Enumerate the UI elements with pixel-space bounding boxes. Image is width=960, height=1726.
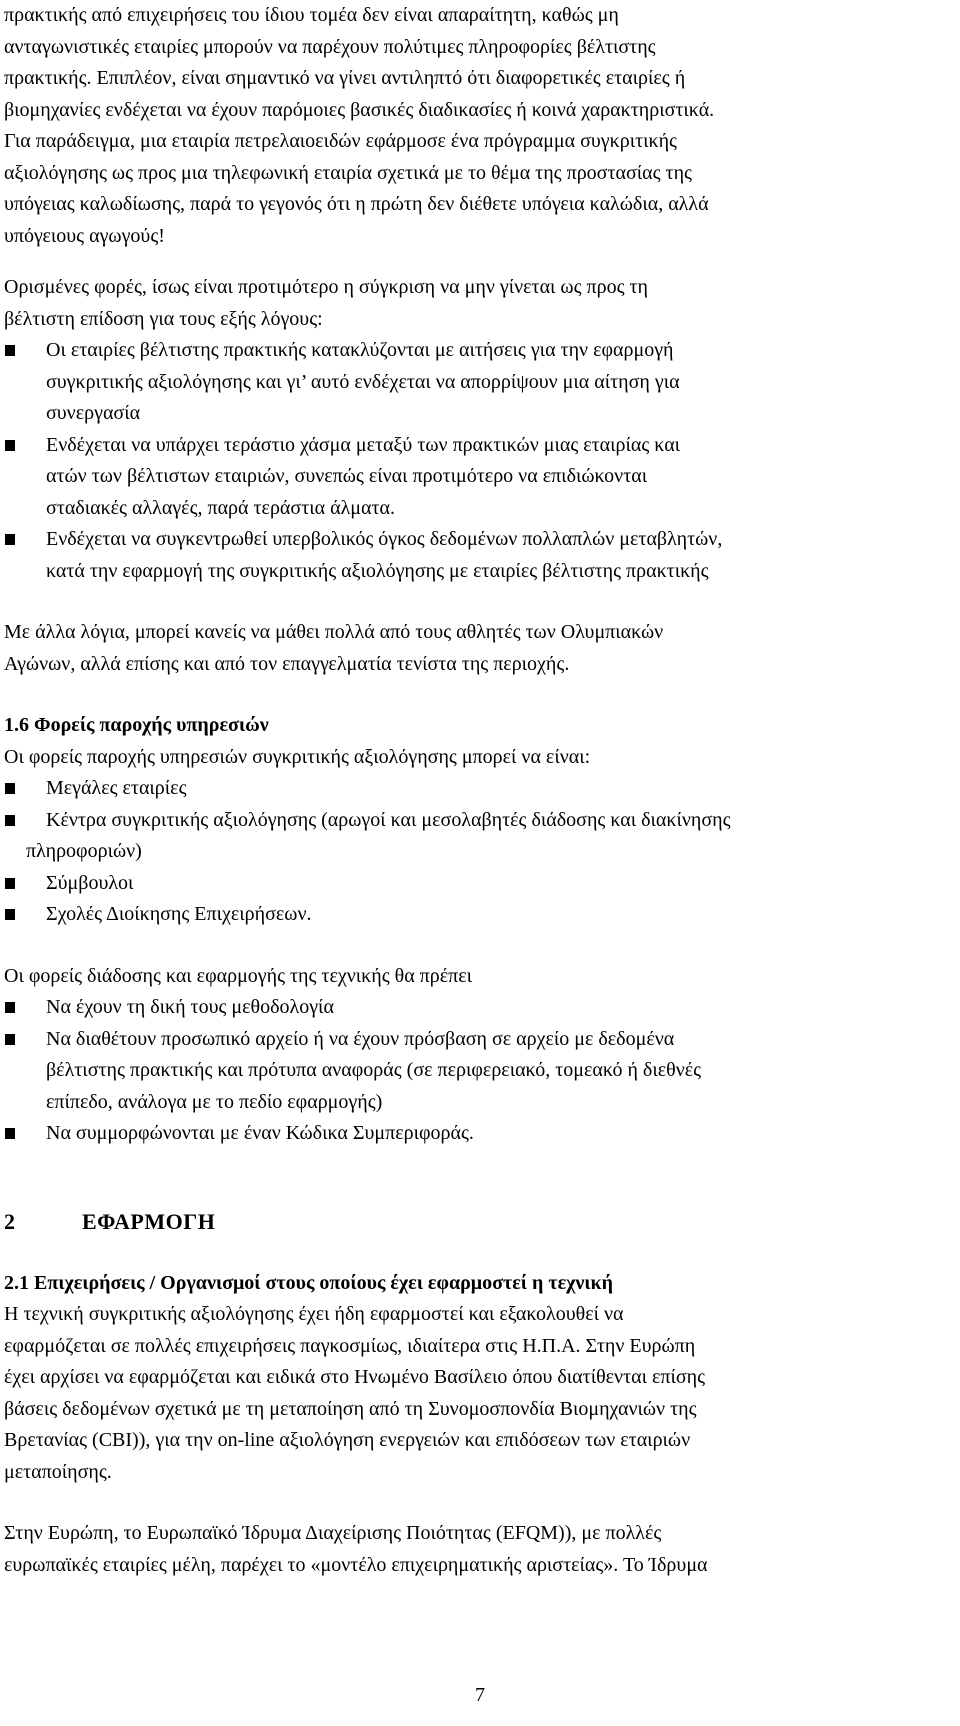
square-bullet-icon (5, 815, 15, 826)
square-bullet-icon (5, 440, 15, 451)
square-bullet-icon (5, 783, 15, 794)
square-bullet-icon (5, 909, 15, 920)
list-item: Οι εταιρίες βέλτιστης πρακτικής κατακλύζονται με αιτήσεις για την εφαρμογή συγκριτικής αξιολόγησης και γι’ αυτό ενδέχεται να απορρίψουν μια αίτηση για συνεργασία (4, 335, 954, 430)
list-item: Ενδέχεται να υπάρχει τεράστιο χάσμα μεταξύ των πρακτικών μιας εταιρίας και ατών των βέλτιστων εταιριών, συνεπώς είναι προτιμότερο να επιδιώκονται σταδιακές αλλαγές, παρά τεράστια άλματα. (4, 430, 954, 525)
list-item: Να διαθέτουν προσωπικό αρχείο ή να έχουν πρόσβαση σε αρχείο με δεδομένα βέλτιστης πρακτικής και πρότυπα αναφοράς (σε περιφερειακό, τομεακό ή διεθνές επίπεδο, ανάλογα με το πεδίο εφαρμογής) (4, 1024, 954, 1119)
providers-list (4, 773, 954, 931)
section-number: 2.1 (4, 1271, 29, 1294)
text-line: εφαρμόζεται σε πολλές επιχειρήσεις παγκοσμίως, ιδιαίτερα στις Η.Π.Α. Στην Ευρώπη (4, 1334, 696, 1357)
text-line: Με άλλα λόγια, μπορεί κανείς να μάθει πολλά από τους αθλητές των Ολυμπιακών (4, 621, 664, 643)
list-item: Σύμβουλοι (4, 868, 954, 900)
square-bullet-icon (5, 345, 15, 356)
text-line: Βρετανίας (CBI)), για την on-line αξιολόγηση ενεργειών και επιδόσεων των εταιριών (4, 1429, 691, 1451)
paragraph-reasons-intro (4, 272, 954, 335)
text-line: υπόγειους αγωγούς! (4, 224, 165, 247)
text-line: πρακτικής. Επιπλέον, είναι σημαντικό να γίνει αντιληπτό ότι διαφορετικές εταιρίες ή (4, 67, 686, 89)
section-heading-2-1 (4, 1268, 954, 1300)
text-line: Για παράδειγμα, μια εταιρία πετρελαιοειδών εφάρμοσε ένα πρόγραμμα συγκριτικής (4, 130, 677, 152)
paragraph-application (4, 1299, 954, 1488)
paragraph-benchmarking-context (4, 0, 954, 252)
dissemination-intro: Οι φορείς διάδοσης και εφαρμογής της τεχνικής θα πρέπει (4, 964, 473, 987)
square-bullet-icon (5, 1002, 15, 1013)
section-title: Φορείς παροχής υπηρεσιών (34, 714, 269, 736)
list-item: Μεγάλες εταιρίες (4, 773, 954, 805)
section-heading-1-6 (4, 710, 954, 742)
text-line: Η τεχνική συγκριτικής αξιολόγησης έχει ήδη εφαρμοστεί και εξακολουθεί να (4, 1303, 624, 1325)
list-item: Να έχουν τη δική τους μεθοδολογία (4, 992, 954, 1024)
text-line: ευρωπαϊκές εταιρίες μέλη, παρέχει το «μοντέλο επιχειρηματικής αριστείας». Το Ίδρυμα (4, 1553, 708, 1576)
text-line: βέλτιστη επίδοση για τους εξής λόγους: (4, 307, 323, 330)
square-bullet-icon (5, 1034, 15, 1045)
text-line: ανταγωνιστικές εταιρίες μπορούν να παρέχουν πολύτιμες πληροφορίες βέλτιστης (4, 35, 656, 58)
text-line: Στην Ευρώπη, το Ευρωπαϊκό Ίδρυμα Διαχείρισης Ποιότητας (EFQM)), με πολλές (4, 1522, 662, 1544)
chapter-title: ΕΦΑΡΜΟΓΗ (82, 1208, 216, 1234)
text-line: βάσεις δεδομένων σχετικά με τη μεταποίηση από τη Συνομοσπονδία Βιομηχανιών της (4, 1397, 697, 1420)
section-number: 1.6 (4, 714, 29, 736)
square-bullet-icon (5, 878, 15, 889)
page-number: 7 (475, 1684, 485, 1706)
text-line: υπόγειας καλωδίωσης, παρά το γεγονός ότι η πρώτη δεν διέθετε υπόγεια καλώδια, αλλά (4, 193, 709, 215)
chapter-heading-2 (4, 1206, 954, 1238)
text-line: έχει αρχίσει να εφαρμόζεται και ειδικά στο Ηνωμένο Βασίλειο όπου διατίθενται επίσης (4, 1366, 706, 1388)
text-line: πρακτικής από επιχειρήσεις του ίδιου τομέα δεν είναι απαραίτητη, καθώς μη (4, 4, 619, 26)
section-title: Επιχειρήσεις / Οργανισμοί στους οποίους έχει εφαρμοστεί η τεχνική (34, 1271, 613, 1294)
list-item: Κέντρα συγκριτικής αξιολόγησης (αρωγοί και μεσολαβητές διάδοσης και διακίνησης πληροφοριών) (4, 805, 954, 868)
chapter-number: 2 (4, 1208, 16, 1234)
square-bullet-icon (5, 1128, 15, 1139)
dissemination-list (4, 992, 954, 1150)
section-intro: Οι φορείς παροχής υπηρεσιών συγκριτικής αξιολόγησης μπορεί να είναι: (4, 745, 591, 768)
document-page (4, 0, 954, 1581)
list-item: Σχολές Διοίκησης Επιχειρήσεων. (4, 899, 954, 931)
text-line: βιομηχανίες ενδέχεται να έχουν παρόμοιες βασικές διαδικασίες ή κοινά χαρακτηριστικά. (4, 98, 715, 121)
reasons-list (4, 335, 954, 587)
paragraph-olympic-analogy (4, 617, 954, 680)
paragraph-efqm (4, 1518, 954, 1581)
list-item: Να συμμορφώνονται με έναν Κώδικα Συμπεριφοράς. (4, 1118, 954, 1150)
text-line: Αγώνων, αλλά επίσης και από τον επαγγελματία τενίστα της περιοχής. (4, 652, 570, 675)
text-line: Ορισμένες φορές, ίσως είναι προτιμότερο η σύγκριση να μην γίνεται ως προς τη (4, 276, 649, 298)
square-bullet-icon (5, 534, 15, 545)
text-line: μεταποίησης. (4, 1460, 112, 1483)
text-line: αξιολόγησης ως προς μια τηλεφωνική εταιρία σχετικά με το θέμα της προστασίας της (4, 161, 692, 184)
list-item: Ενδέχεται να συγκεντρωθεί υπερβολικός όγκος δεδομένων πολλαπλών μεταβλητών, κατά την εφαρμογή της συγκριτικής αξιολόγησης με εταιρίες βέλτιστης πρακτικής (4, 524, 954, 587)
